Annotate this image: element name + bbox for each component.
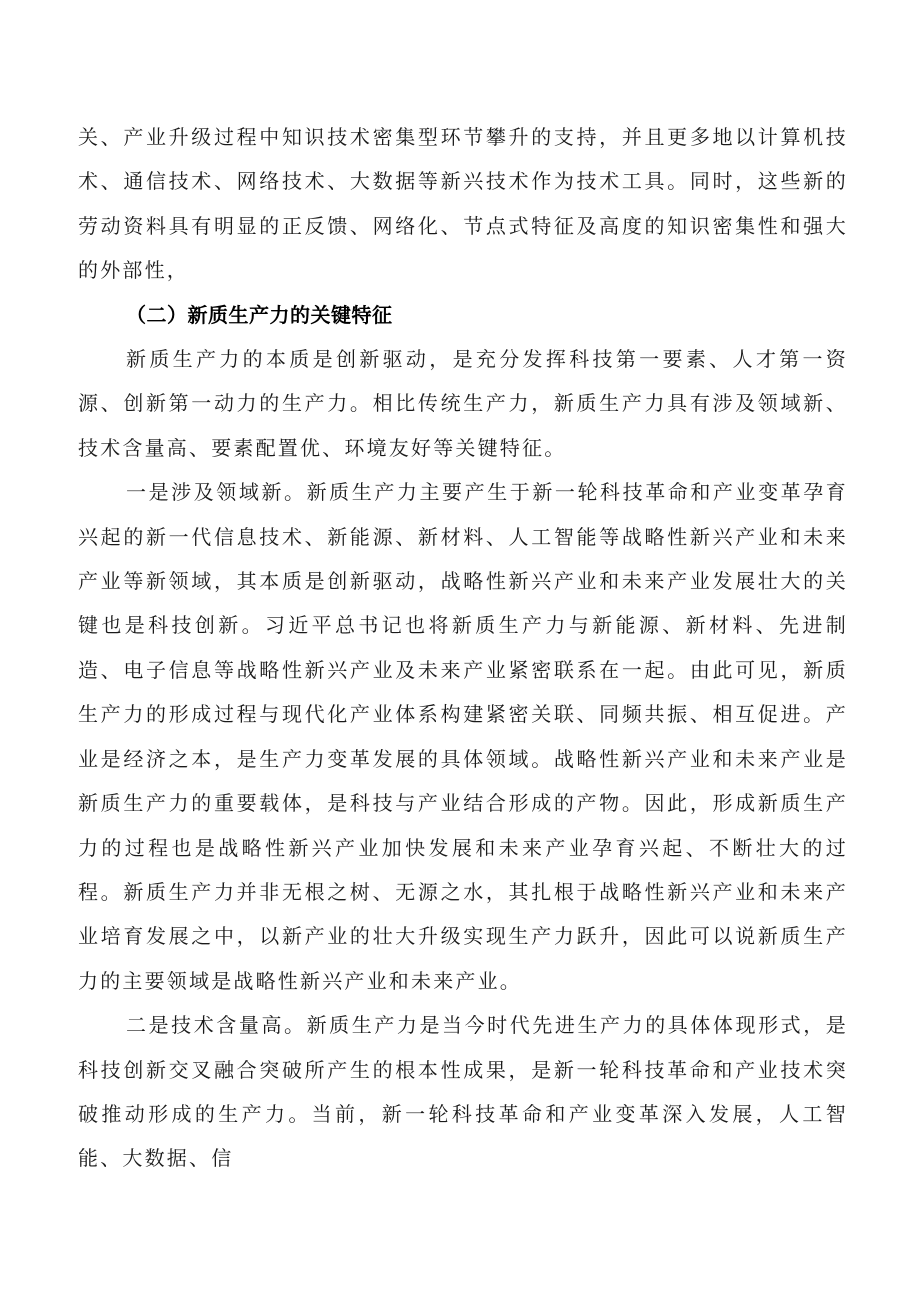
paragraph-feature-2: 二是技术含量高。新质生产力是当今时代先进生产力的具体体现形式，是科技创新交叉融合突破所产生的根本性成果，是新一轮科技革命和产业技术突破推动形成的生产力。当前，新一轮科技革命和产业变革深入发展，人工智能、大数据、信 [78, 1013, 848, 1171]
paragraph-feature-1: 一是涉及领域新。新质生产力主要产生于新一轮科技革命和产业变革孕育兴起的新一代信息技术、新能源、新材料、人工智能等战略性新兴产业和未来产业等新领域，其本质是创新驱动，战略性新兴产业和未来产业发展壮大的关键也是科技创新。习近平总书记也将新质生产力与新能源、新材料、先进制造、电子信息等战略性新兴产业及未来产业紧密联系在一起。由此可见，新质生产力的形成过程与现代化产业体系构建紧密关联、同频共振、相互促进。产业是经济之本，是生产力变革发展的具体领域。战略性新兴产业和未来产业是新质生产力的重要载体，是科技与产业结合形成的产物。因此，形成新质生产力的过程也是战略性新兴产业加快发展和未来产业孕育兴起、不断壮大的过程。新质生产力并非无根之树、无源之水，其扎根于战略性新兴产业和未来产业培育发展之中，以新产业的壮大升级实现生产力跃升，因此可以说新质生产力的主要领域是战略性新兴产业和未来产业。 [78, 480, 848, 993]
document-body [78, 115, 848, 1181]
paragraph-intro: 新质生产力的本质是创新驱动，是充分发挥科技第一要素、人才第一资源、创新第一动力的生产力。相比传统生产力，新质生产力具有涉及领域新、技术含量高、要素配置优、环境友好等关键特征。 [78, 347, 848, 460]
paragraph-continuation: 关、产业升级过程中知识技术密集型环节攀升的支持，并且更多地以计算机技术、通信技术、网络技术、大数据等新兴技术作为技术工具。同时，这些新的劳动资料具有明显的正反馈、网络化、节点式特征及高度的知识密集性和强大的外部性， [78, 125, 848, 283]
section-heading: （二）新质生产力的关键特征 [126, 302, 393, 327]
